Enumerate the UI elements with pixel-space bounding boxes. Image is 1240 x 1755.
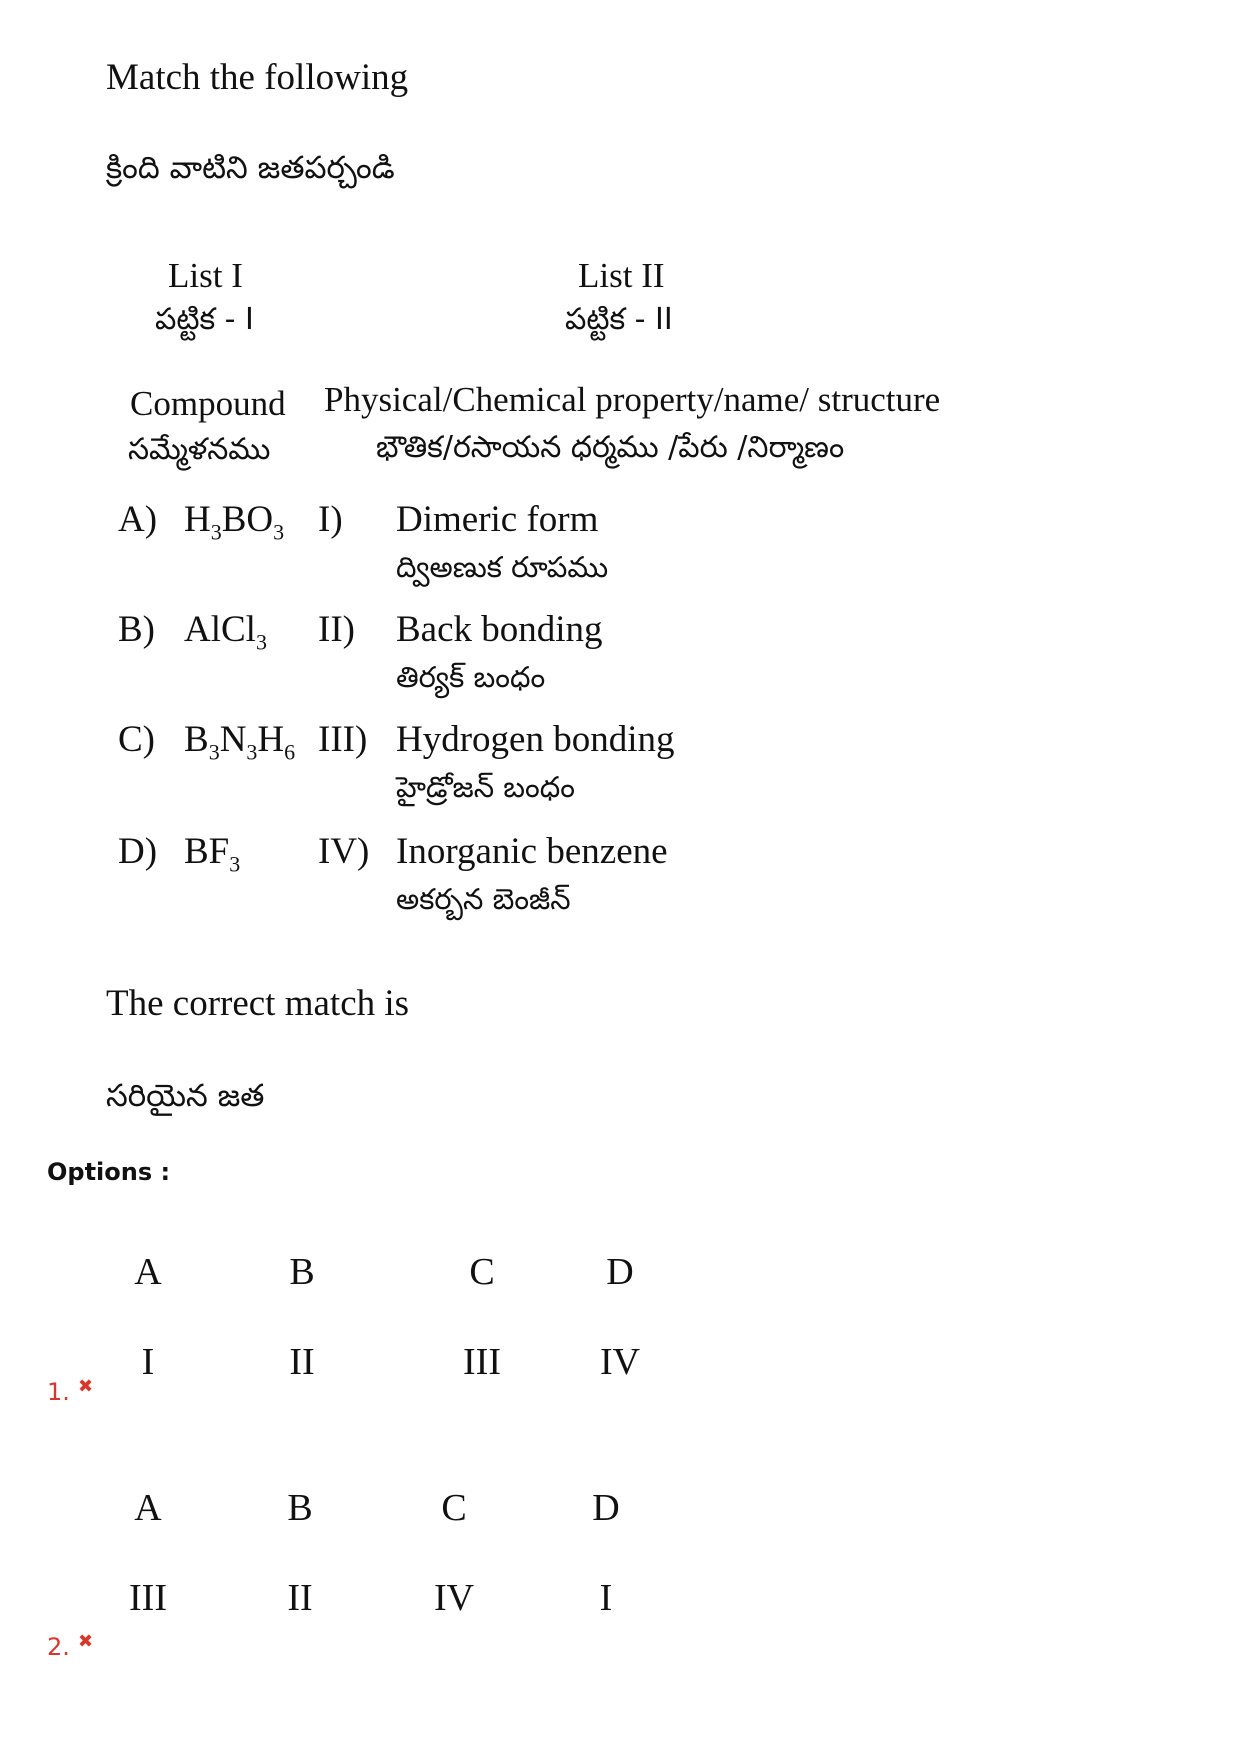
row-letter-d: D) <box>118 831 158 872</box>
question-title-telugu: క్రింది వాటిని జతపర్చండి <box>106 150 395 186</box>
option1-header-c: C <box>469 1251 495 1293</box>
list1-label-telugu: పట్టిక - I <box>155 302 254 337</box>
property-ii-telugu: తిర్యక్ బంధం <box>396 660 546 694</box>
row-letter-a: A) <box>118 499 158 540</box>
list2-label: List II <box>578 256 665 295</box>
compound-c: $B_3N_3H_6$ <box>184 719 296 765</box>
question-title: Match the following <box>106 57 409 98</box>
option1-value-a: I <box>141 1341 155 1383</box>
compound-b: AlCl$_3$ <box>184 609 267 655</box>
option2-header-b: B <box>287 1487 313 1529</box>
property-iii-telugu: హైడ్రోజన్ బంధం <box>396 770 575 804</box>
option1-header-d: D <box>606 1251 634 1293</box>
property-iii: Hydrogen bonding <box>396 719 675 760</box>
option1-header-a: A <box>134 1251 162 1293</box>
property-heading: Physical/Chemical property/name/ structure <box>324 380 941 419</box>
option2-header-a: A <box>134 1487 162 1529</box>
option2-number: 2. <box>47 1633 70 1661</box>
property-iv: Inorganic benzene <box>396 831 668 872</box>
compound-d: $BF_3$ <box>184 831 241 877</box>
property-ii: Back bonding <box>396 609 603 650</box>
option2-value-d: I <box>599 1577 613 1619</box>
option2-header-c: C <box>441 1487 467 1529</box>
property-iv-telugu: అకర్బన బెంజీన్ <box>396 882 571 916</box>
roman-ii: II) <box>318 609 355 650</box>
compound-heading-telugu: సమ్మేళనము <box>128 432 271 467</box>
option2-value-a: III <box>129 1577 167 1619</box>
option2-value-c: IV <box>433 1577 475 1619</box>
list1-label: List I <box>168 256 243 295</box>
compound-a: $H_3BO_3$ <box>184 499 285 545</box>
option1-value-d: IV <box>599 1341 641 1383</box>
roman-iv: IV) <box>318 831 370 872</box>
option2-header-d: D <box>592 1487 620 1529</box>
row-letter-b: B) <box>118 609 155 650</box>
option1-number: 1. <box>47 1378 70 1406</box>
property-i: Dimeric form <box>396 499 599 540</box>
options-label: Options : <box>47 1158 171 1186</box>
compound-heading: Compound <box>130 384 286 423</box>
cross-icon: ✖ <box>78 1631 94 1652</box>
option2-value-b: II <box>287 1577 313 1619</box>
roman-iii: III) <box>318 719 368 760</box>
roman-i: I) <box>318 499 343 540</box>
option1-header-b: B <box>289 1251 315 1293</box>
list2-label-telugu: పట్టిక - II <box>565 302 673 337</box>
option1-value-c: III <box>463 1341 501 1383</box>
correct-match-prompt-telugu: సరియైన జత <box>106 1078 265 1114</box>
row-letter-c: C) <box>118 719 155 760</box>
correct-match-prompt: The correct match is <box>106 983 410 1024</box>
option1-value-b: II <box>289 1341 315 1383</box>
cross-icon: ✖ <box>78 1376 94 1397</box>
property-heading-telugu: భౌతిక/రసాయన ధర్మము /పేరు /నిర్మాణం <box>376 430 845 465</box>
property-i-telugu: ద్విఅణుక రూపము <box>396 550 609 584</box>
